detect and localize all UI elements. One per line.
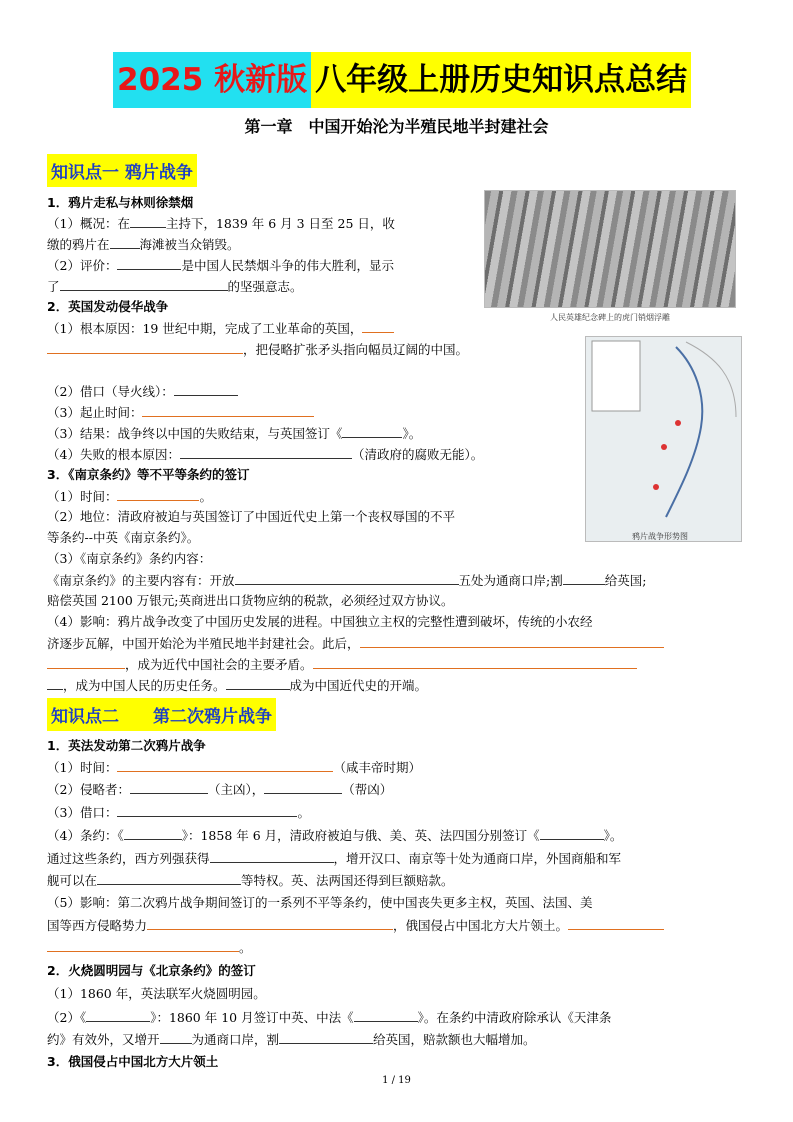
kp2-line: 国等西方侵略势力 ，俄国侵占中国北方大片领土。: [47, 915, 664, 936]
kp1-section-1: 1．鸦片走私与林则徐禁烟: [47, 195, 194, 210]
answer-blank[interactable]: [47, 675, 63, 690]
title-year-part: 2025 秋新版: [113, 52, 311, 108]
answer-blank[interactable]: [568, 915, 664, 930]
answer-blank[interactable]: [362, 318, 394, 333]
answer-blank[interactable]: [117, 486, 199, 501]
answer-blank[interactable]: [142, 402, 314, 417]
map-caption: 鸦片战争形势图: [632, 532, 688, 541]
answer-blank[interactable]: [97, 870, 241, 885]
answer-blank[interactable]: [235, 570, 459, 585]
kp1-section-3: 3．《南京条约》等不平等条约的签订: [47, 467, 250, 482]
kp2-line: 。: [47, 937, 252, 958]
kp2-line: （1）时间： （咸丰帝时期）: [47, 757, 421, 778]
kp2-heading: 知识点二 第二次鸦片战争: [47, 698, 276, 731]
answer-blank[interactable]: [342, 423, 402, 438]
kp1-line: ，成为中国人民的历史任务。 成为中国近代史的开端。: [47, 675, 427, 696]
map-svg: [586, 337, 741, 541]
title-main-part: 八年级上册历史知识点总结: [311, 52, 691, 108]
kp2-line: （2）《 》：1860 年 10 月签订中英、中法《 》。在条约中清政府除承认《天津条: [47, 1007, 611, 1028]
answer-blank[interactable]: [60, 276, 228, 291]
answer-blank[interactable]: [117, 757, 333, 772]
kp1-line: ，成为近代中国社会的主要矛盾。: [47, 654, 637, 675]
kp1-line: （1）时间： 。: [47, 486, 212, 507]
kp2-line: （1）1860 年，英法联军火烧圆明园。: [47, 986, 266, 1001]
kp1-line: （1）概况：在 主持下，1839 年 6 月 3 日至 25 日，收: [47, 213, 395, 234]
kp1-line: （3）起止时间：: [47, 402, 314, 423]
kp1-heading: 知识点一 鸦片战争: [47, 154, 197, 187]
answer-blank[interactable]: [124, 825, 182, 840]
answer-blank[interactable]: [160, 1029, 192, 1044]
answer-blank[interactable]: [130, 779, 208, 794]
kp1-line: （1）根本原因：19 世纪中期，完成了工业革命的英国，: [47, 318, 394, 339]
kp2-line: 约》有效外，又增开 为通商口岸，割 给英国，赔款额也大幅增加。: [47, 1029, 536, 1050]
relief-image: [484, 190, 736, 308]
answer-blank[interactable]: [47, 937, 239, 952]
answer-blank[interactable]: [86, 1007, 150, 1022]
answer-blank[interactable]: [313, 654, 637, 669]
kp1-line: （2）借口（导火线）：: [47, 381, 238, 402]
kp2-line: （5）影响：第二次鸦片战争期间签订的一系列不平等条约，使中国丧失更多主权，英国、法国、美: [47, 895, 593, 910]
answer-blank[interactable]: [110, 234, 140, 249]
kp1-line: （4）影响：鸦片战争改变了中国历史发展的进程。中国独立主权的完整性遭到破坏，传统的小农经: [47, 614, 593, 629]
kp2-section-1: 1．英法发动第二次鸦片战争: [47, 738, 206, 753]
kp1-section-2: 2．英国发动侵华战争: [47, 299, 169, 314]
kp2-section-3: 3．俄国侵占中国北方大片领土: [47, 1054, 219, 1069]
document-title: [113, 52, 691, 108]
kp2-line: （2）侵略者： （主凶）， （帮凶）: [47, 779, 392, 800]
kp1-line: 济逐步瓦解，中国开始沦为半殖民地半封建社会。此后，: [47, 633, 664, 654]
answer-blank[interactable]: [563, 570, 605, 585]
answer-blank[interactable]: [540, 825, 604, 840]
answer-blank[interactable]: [226, 675, 290, 690]
answer-blank[interactable]: [354, 1007, 418, 1022]
kp2-line: （3）借口： 。: [47, 802, 310, 823]
chapter-title: 第一章 中国开始沦为半殖民地半封建社会: [244, 117, 549, 136]
answer-blank[interactable]: [47, 339, 243, 354]
kp1-line: 等条约--中英《南京条约》。: [47, 530, 200, 545]
answer-blank[interactable]: [117, 802, 297, 817]
answer-blank[interactable]: [174, 381, 238, 396]
kp2-line: 通过这些条约，西方列强获得 ，增开汉口、南京等十处为通商口岸，外国商船和军: [47, 848, 621, 869]
kp1-line: （3）《南京条约》条约内容：: [47, 551, 212, 566]
kp1-line: 缴的鸦片在 海滩被当众销毁。: [47, 234, 240, 255]
page-number: 1 / 19: [382, 1075, 411, 1086]
answer-blank[interactable]: [147, 915, 393, 930]
answer-blank[interactable]: [47, 654, 125, 669]
kp2-section-2: 2．火烧圆明园与《北京条约》的签订: [47, 963, 256, 978]
relief-caption: 人民英雄纪念碑上的虎门销烟浮雕: [550, 313, 670, 322]
answer-blank[interactable]: [210, 848, 334, 863]
answer-blank[interactable]: [279, 1029, 373, 1044]
kp2-line: （4）条约：《 》：1858 年 6 月，清政府被迫与俄、美、英、法四国分别签订《 》。: [47, 825, 622, 846]
kp1-line: 了 的坚强意志。: [47, 276, 303, 297]
answer-blank[interactable]: [130, 213, 166, 228]
answer-blank[interactable]: [117, 255, 181, 270]
answer-blank[interactable]: [180, 444, 352, 459]
kp1-line: （2）评价： 是中国人民禁烟斗争的伟大胜利，显示: [47, 255, 394, 276]
answer-blank[interactable]: [360, 633, 664, 648]
war-map-image: [585, 336, 742, 542]
kp2-line: 舰可以在 等特权。英、法两国还得到巨额赔款。: [47, 870, 454, 891]
kp1-line: （4）失败的根本原因： （清政府的腐败无能）。: [47, 444, 483, 465]
kp1-line: （3）结果：战争终以中国的失败结束，与英国签订《 》。: [47, 423, 421, 444]
kp1-line: ，把侵略扩张矛头指向幅员辽阔的中国。: [47, 339, 468, 360]
kp1-line: （2）地位：清政府被迫与英国签订了中国近代史上第一个丧权辱国的不平: [47, 509, 455, 524]
answer-blank[interactable]: [264, 779, 342, 794]
kp1-line: 赔偿英国 2100 万银元;英商进出口货物应纳的税款，必须经过双方协议。: [47, 593, 454, 608]
kp1-line: 《南京条约》的主要内容有：开放 五处为通商口岸;割 给英国;: [47, 570, 646, 591]
